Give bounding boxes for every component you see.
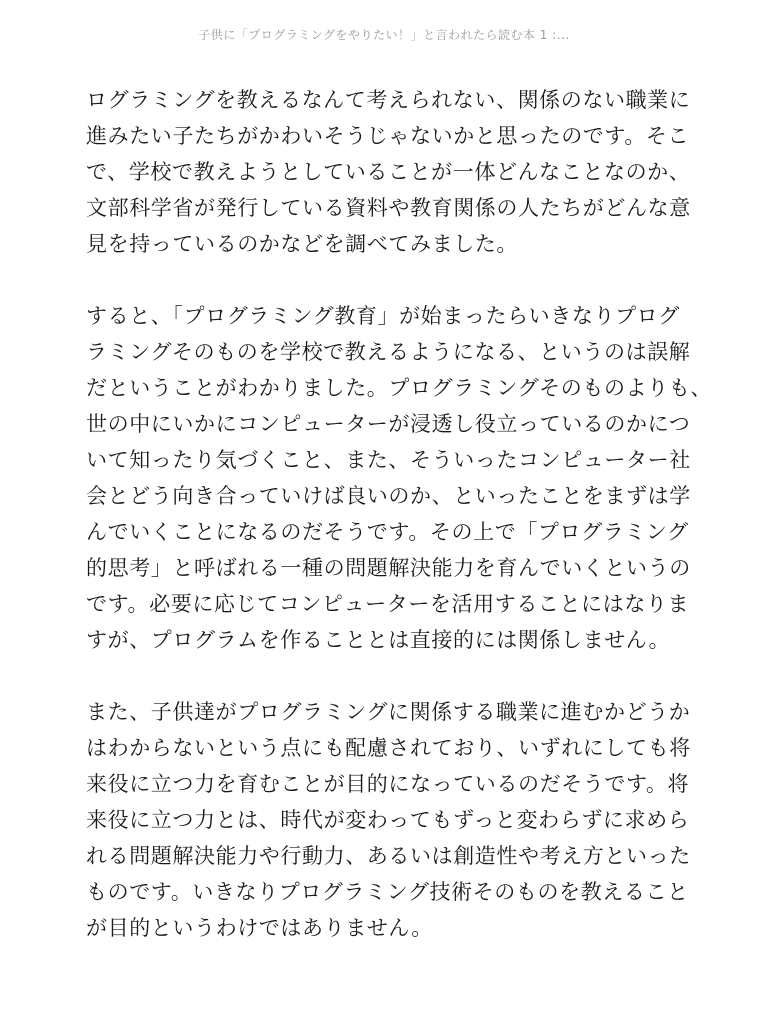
- text-line: だということがわかりました。プログラミングそのものよりも、: [86, 376, 712, 400]
- paragraph-2: [86, 298, 712, 658]
- text-line: ラミングそのものを学校で教えるようになる、というのは誤解: [86, 340, 691, 364]
- text-line: すると、「プログラミング教育」が始まったらいきなりプログ: [86, 304, 680, 328]
- text-line: で、学校で教えようとしていることが一体どんなことなのか、: [86, 160, 691, 184]
- text-line: 会とどう向き合っていけば良いのか、といったことをまずは学: [86, 484, 691, 508]
- text-line: また、子供達がプログラミングに関係する職業に進むかどうか: [86, 700, 691, 724]
- text-line: ものです。いきなりプログラミング技術そのものを教えること: [86, 880, 689, 904]
- paragraph-1: [86, 82, 691, 262]
- text-line: 的思考」と呼ばれる一種の問題解決能力を育んでいくというの: [86, 556, 691, 580]
- text-line: ログラミングを教えるなんて考えられない、関係のない職業に: [86, 88, 691, 112]
- text-line: いて知ったり気づくこと、また、そういったコンピューター社: [86, 448, 691, 472]
- book-title-header: 子供に「プログラミングをやりたい！」と言われたら読む本 1 :...: [198, 28, 570, 42]
- text-line: が目的というわけではありません。: [86, 916, 433, 940]
- text-line: 進みたい子たちがかわいそうじゃないかと思ったのです。そこ: [86, 124, 690, 148]
- paragraph-3: [86, 694, 691, 946]
- text-line: はわからないという点にも配慮されており、いずれにしても将: [86, 736, 691, 760]
- text-line: 見を持っているのかなどを調べてみました。: [86, 232, 518, 256]
- text-line: すが、プログラムを作ることとは直接的には関係しません。: [86, 628, 671, 652]
- text-line: れる問題解決能力や行動力、あるいは創造性や考え方といった: [86, 844, 691, 868]
- page-text: [86, 82, 712, 982]
- text-line: んでいくことになるのだそうです。その上で「プログラミング: [86, 520, 689, 544]
- text-line: です。必要に応じてコンピューターを活用することにはなりま: [86, 592, 690, 616]
- text-line: 文部科学省が発行している資料や教育関係の人たちがどんな意: [86, 196, 691, 220]
- text-line: 来役に立つ力とは、時代が変わってもずっと変わらずに求めら: [86, 808, 690, 832]
- text-line: 世の中にいかにコンピューターが浸透し役立っているのかにつ: [86, 412, 691, 436]
- text-line: 来役に立つ力を育むことが目的になっているのだそうです。将: [86, 772, 690, 796]
